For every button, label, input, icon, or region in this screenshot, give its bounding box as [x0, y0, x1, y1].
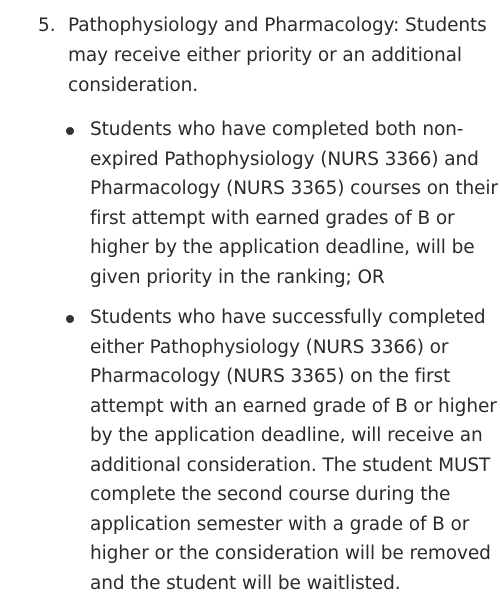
text-line: application semester with a grade of B or: [90, 513, 470, 535]
bullet-icon: [66, 315, 74, 323]
text-line: expired Pathophysiology (NURS 3366) and: [90, 148, 479, 170]
bullet-icon: [66, 127, 74, 135]
bullet-text: [90, 303, 497, 598]
text-line: may receive either priority or an additional: [68, 45, 462, 66]
text-line: consideration.: [68, 75, 198, 96]
text-line: Students who have successfully completed: [90, 307, 486, 328]
list-item-text: [68, 11, 487, 101]
text-line: by the application deadline, will receive an: [90, 425, 483, 446]
text-line: and the student will be waitlisted.: [90, 572, 401, 594]
list-item-number: 5.: [38, 15, 56, 36]
text-line: higher or the consideration will be removed: [90, 543, 491, 564]
text-line: given priority in the ranking; OR: [90, 266, 385, 288]
text-line: either Pathophysiology (NURS 3366) or: [90, 336, 449, 358]
text-line: Students who have completed both non-: [90, 119, 464, 140]
text-line: attempt with an earned grade of B or higher: [90, 395, 497, 417]
text-line: Pathophysiology and Pharmacology: Students: [68, 15, 487, 36]
text-line: higher by the application deadline, will be: [90, 237, 475, 258]
text-line: additional consideration. The student MUST: [90, 454, 491, 476]
text-line: complete the second course during the: [90, 484, 451, 505]
text-line: first attempt with earned grades of B or: [90, 207, 455, 229]
text-line: Pharmacology (NURS 3365) on the first: [90, 366, 451, 387]
bullet-text: [90, 115, 498, 292]
text-line: Pharmacology (NURS 3365) courses on their: [90, 178, 498, 199]
